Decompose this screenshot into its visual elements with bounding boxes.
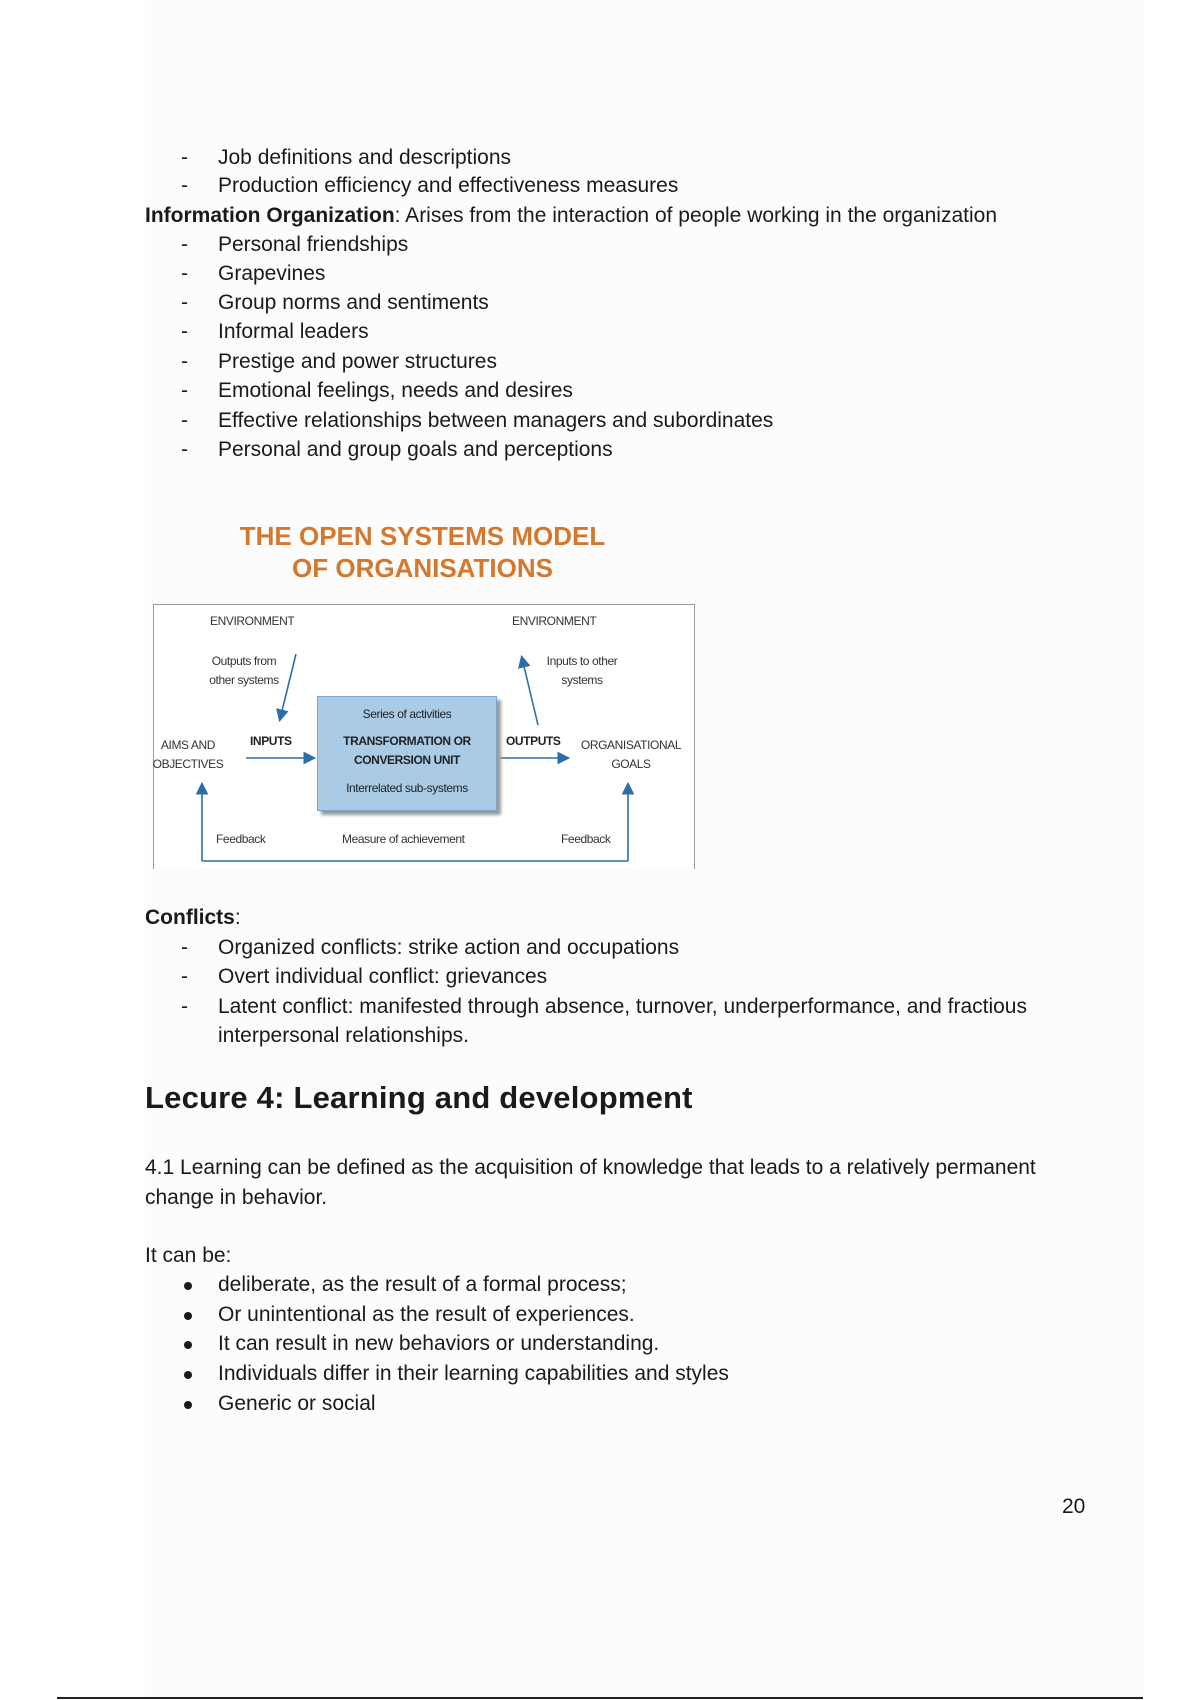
environment-right-label: ENVIRONMENT bbox=[512, 614, 597, 628]
bullet-dot bbox=[184, 1282, 192, 1290]
list-dash: - bbox=[181, 262, 188, 285]
transformation-line: TRANSFORMATION OR bbox=[343, 734, 471, 748]
it-can-be-label: It can be: bbox=[145, 1244, 232, 1267]
open-systems-diagram bbox=[150, 520, 695, 870]
list-item: Production efficiency and effectiveness measures bbox=[218, 174, 679, 197]
bullet-dot bbox=[184, 1401, 192, 1409]
transformation-line: CONVERSION UNIT bbox=[353, 753, 460, 767]
interrelated-subsystems-label: Interrelated sub-systems bbox=[346, 781, 468, 795]
list-item: Grapevines bbox=[218, 262, 326, 285]
list-item: Latent conflict: manifested through absence, turnover, underperformance, and fractious bbox=[218, 995, 1027, 1018]
organisational-goals-label bbox=[575, 736, 687, 774]
measure-of-achievement-label: Measure of achievement bbox=[342, 832, 465, 846]
inputs-to-line: Inputs to other bbox=[546, 654, 618, 668]
conflicts-heading: Conflicts bbox=[145, 906, 235, 929]
series-of-activities-label: Series of activities bbox=[362, 707, 452, 721]
list-item: Effective relationships between managers and subordinates bbox=[218, 409, 774, 432]
list-item: Generic or social bbox=[218, 1392, 376, 1415]
aims-objectives-label bbox=[150, 736, 226, 774]
conversion-unit-box bbox=[317, 696, 497, 811]
list-dash: - bbox=[181, 233, 188, 256]
outputs-from-label bbox=[204, 652, 284, 690]
outputs-label: OUTPUTS bbox=[506, 734, 561, 748]
list-dash: - bbox=[181, 936, 188, 959]
list-dash: - bbox=[181, 965, 188, 988]
goals-line: GOALS bbox=[611, 757, 651, 771]
aims-line: OBJECTIVES bbox=[152, 757, 224, 771]
definition-paragraph-line: change in behavior. bbox=[145, 1186, 328, 1209]
goals-line: ORGANISATIONAL bbox=[580, 738, 682, 752]
list-dash: - bbox=[181, 350, 188, 373]
list-dash: - bbox=[181, 379, 188, 402]
list-dash: - bbox=[181, 995, 188, 1018]
list-dash: - bbox=[181, 438, 188, 461]
page-bottom-rule bbox=[57, 1697, 1143, 1699]
list-item: Organized conflicts: strike action and occupations bbox=[218, 936, 680, 959]
list-item: Informal leaders bbox=[218, 320, 369, 343]
arrow-to-environment bbox=[522, 658, 538, 725]
conflicts-colon: : bbox=[234, 906, 241, 929]
outputs-from-line: Outputs from bbox=[211, 654, 277, 668]
list-item: Personal and group goals and perceptions bbox=[218, 438, 613, 461]
conflicts-heading-line bbox=[145, 905, 241, 931]
list-item-continuation: interpersonal relationships. bbox=[218, 1024, 469, 1047]
list-dash: - bbox=[181, 320, 188, 343]
informal-organization-description: : Arises from the interaction of people working in the organization bbox=[394, 204, 998, 227]
bullet-dot bbox=[184, 1371, 192, 1379]
diagram-arrows bbox=[150, 520, 695, 870]
diagram-title-line: THE OPEN SYSTEMS MODEL bbox=[239, 521, 606, 551]
inputs-label: INPUTS bbox=[250, 734, 292, 748]
list-dash: - bbox=[181, 174, 188, 197]
list-item: Emotional feelings, needs and desires bbox=[218, 379, 573, 402]
environment-left-label: ENVIRONMENT bbox=[210, 614, 295, 628]
aims-line: AIMS AND bbox=[160, 738, 216, 752]
informal-organization-heading: Information Organization bbox=[145, 204, 395, 227]
list-item: It can result in new behaviors or understanding. bbox=[218, 1332, 660, 1355]
list-dash: - bbox=[181, 146, 188, 169]
list-item: Group norms and sentiments bbox=[218, 291, 489, 314]
inputs-to-line: systems bbox=[561, 673, 603, 687]
lecture-heading: Lecure 4: Learning and development bbox=[145, 1080, 693, 1115]
list-item: Individuals differ in their learning capabilities and styles bbox=[218, 1362, 729, 1385]
feedback-right-label: Feedback bbox=[561, 832, 611, 846]
diagram-title-line: OF ORGANISATIONS bbox=[292, 553, 553, 583]
page-number: 20 bbox=[1062, 1495, 1086, 1518]
list-dash: - bbox=[181, 409, 188, 432]
feedback-left-label: Feedback bbox=[216, 832, 266, 846]
list-item: Prestige and power structures bbox=[218, 350, 497, 373]
outputs-from-line: other systems bbox=[209, 673, 279, 687]
list-item: Personal friendships bbox=[218, 233, 409, 256]
bullet-dot bbox=[184, 1312, 192, 1320]
list-item: Job definitions and descriptions bbox=[218, 146, 512, 169]
bullet-dot bbox=[184, 1341, 192, 1349]
inputs-to-label bbox=[542, 652, 622, 690]
list-dash: - bbox=[181, 291, 188, 314]
list-item: Or unintentional as the result of experiences. bbox=[218, 1303, 635, 1326]
list-item: Overt individual conflict: grievances bbox=[218, 965, 548, 988]
informal-organization-paragraph bbox=[145, 203, 997, 229]
definition-paragraph-line: 4.1 Learning can be defined as the acquisition of knowledge that leads to a relatively permanent bbox=[145, 1156, 1036, 1179]
transformation-label bbox=[318, 732, 496, 770]
list-item: deliberate, as the result of a formal process; bbox=[218, 1273, 627, 1296]
